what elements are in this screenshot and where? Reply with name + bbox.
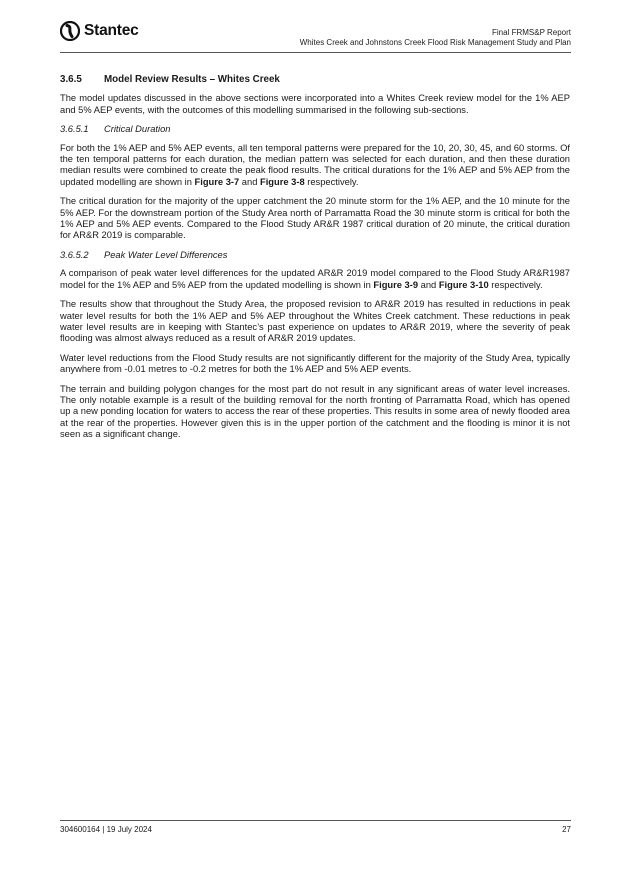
footer-divider (60, 820, 571, 821)
stantec-logo (60, 20, 139, 42)
subsection-title: Critical Duration (104, 124, 171, 135)
report-title: Final FRMS&P Report (492, 28, 571, 37)
subsection-number: 3.6.5.2 (60, 249, 89, 260)
section-heading (60, 74, 570, 85)
section-intro: The model updates discussed in the above sections were incorporated into a Whites Creek review model for the 1% AEP and 5% AEP events, with the outcomes of this modelling summarised in the following sub-sections. (60, 93, 570, 115)
page-number: 27 (562, 825, 571, 834)
stantec-logo-icon (60, 21, 80, 41)
page-content (60, 74, 570, 449)
critical-duration-paragraph-1 (60, 143, 570, 189)
logo-text: Stantec (84, 22, 139, 39)
text-run: respectively. (488, 279, 543, 290)
text-run: and (418, 279, 439, 290)
subsection-heading-peak-water-level (60, 250, 570, 261)
section-title: Model Review Results – Whites Creek (104, 74, 280, 85)
report-header (300, 28, 571, 48)
footer-document-info: 304600164 | 19 July 2024 (60, 825, 152, 834)
peak-water-paragraph-4: The terrain and building polygon changes for the most part do not result in any significant areas of water level increases. The only notable example is a result of the building removal for the north fronting of Parramatta Road, which has opened up a new ponding location for waters to access the rear of these properties. This results in some area of newly flooded area at the rear of the properties. However given this is in the upper portion of the catchment and the flooding is minor it is not seen as a significant change. (60, 383, 570, 440)
peak-water-paragraph-2: The results show that throughout the Study Area, the proposed revision to AR&R 2019 has resulted in reductions in peak water level results for both the 1% AEP and 5% AEP throughout the Whites Creek catchment. These reductions in peak water level results are in keeping with Stantec’s past experience on updates to AR&R 2019, where the severity of peak flooding was almost always reduced as a result of AR&R 2019 updates. (60, 299, 570, 344)
figure-ref-3-10[interactable]: Figure 3-10 (438, 279, 489, 290)
text-run: and (239, 176, 260, 187)
text-run: For both the 1% AEP and 5% AEP events, all ten temporal patterns were prepared for the 10, 20, 30, 45, and 60 storms. Of the ten temporal patterns for each duration, the median pattern was selected for each duration, and then these duration median results were combined to create the peak flood results. The critical durations for the 1% AEP and 5% AEP from the updated modelling are shown in (60, 142, 570, 187)
peak-water-paragraph-1 (60, 268, 570, 291)
text-run: respectively. (304, 176, 359, 187)
subsection-heading-critical-duration (60, 124, 570, 135)
figure-ref-3-7[interactable]: Figure 3-7 (194, 176, 240, 187)
subsection-title: Peak Water Level Differences (104, 249, 228, 260)
report-subtitle: Whites Creek and Johnstons Creek Flood Risk Management Study and Plan (299, 38, 571, 47)
critical-duration-paragraph-2: The critical duration for the majority of the upper catchment the 20 minute storm for the 1% AEP, and the 10 minute for the 5% AEP. For the downstream portion of the Study Area north of Parramatta Road the 30 minute storm is critical for both the 1% AEP and 5% AEP events. Compared to the Flood Study AR&R 1987 critical duration of 20 minute, the critical duration for AR&R 2019 is comparable. (60, 196, 570, 241)
figure-ref-3-9[interactable]: Figure 3-9 (373, 279, 419, 290)
peak-water-paragraph-3: Water level reductions from the Flood Study results are not significantly different for the majority of the Study Area, typically anywhere from -0.01 metres to -0.2 metres for both the 1% AEP and 5% AEP events. (60, 352, 570, 375)
subsection-number: 3.6.5.1 (60, 124, 89, 135)
text-run: A comparison of peak water level differences for the updated AR&R 2019 model compared to the Flood Study AR&R1987 model for the 1% AEP and 5% AEP from the updated modelling is shown in (60, 268, 570, 290)
figure-ref-3-8[interactable]: Figure 3-8 (260, 176, 305, 187)
section-number: 3.6.5 (60, 74, 82, 85)
header-divider (60, 52, 571, 53)
